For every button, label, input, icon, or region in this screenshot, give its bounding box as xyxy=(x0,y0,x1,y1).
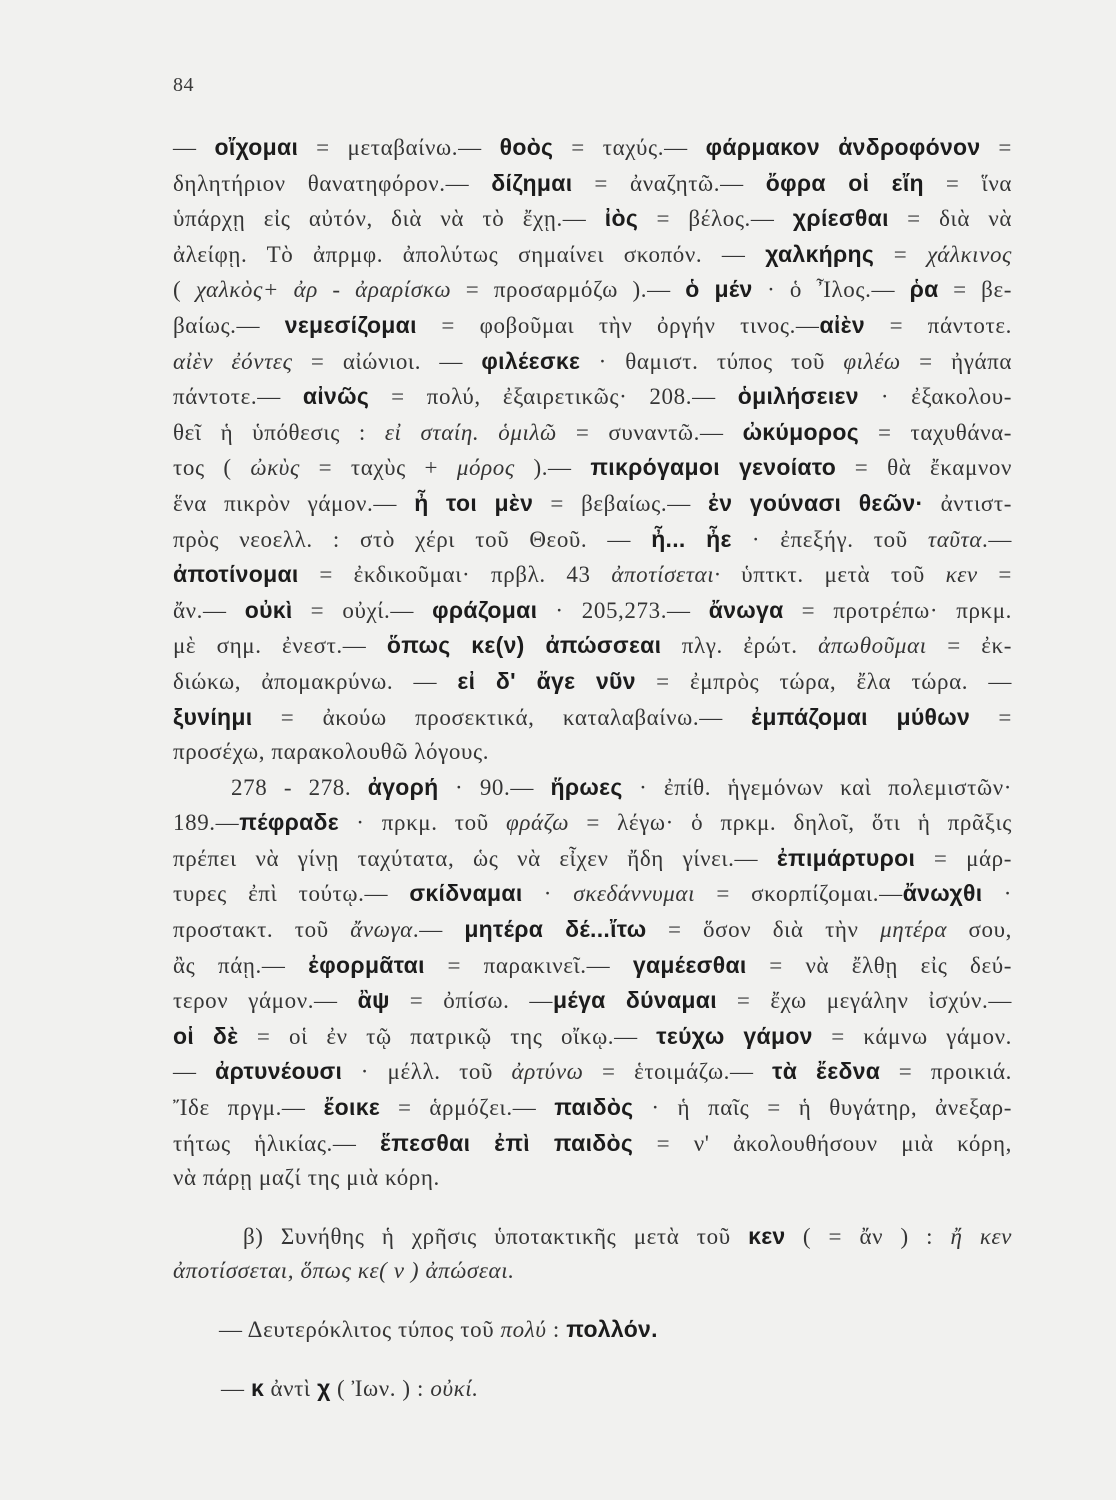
headword: κεν xyxy=(748,1222,786,1249)
text-run: ( Ἰων. ) : xyxy=(330,1375,431,1401)
text-run: ἕνα πικρὸν γάμον.— xyxy=(173,490,415,516)
text-line xyxy=(173,700,1012,736)
text-run: = βε- xyxy=(938,277,1012,303)
headword: ἀγορή xyxy=(367,773,439,800)
headword: κ xyxy=(250,1374,265,1401)
headword: ἂψ xyxy=(357,987,390,1014)
text-line xyxy=(173,805,1012,841)
text-line xyxy=(173,1219,1012,1255)
text-line xyxy=(173,522,1012,558)
text-run: ).— xyxy=(514,455,591,481)
text-run: = νὰ ἔλθῃ εἰς δεύ- xyxy=(746,952,1012,978)
text-run: = πολύ, ἐξαιρετικῶς· 208.— xyxy=(369,384,738,410)
text-run: τήτως ἡλικίας.— xyxy=(173,1130,381,1156)
text-run: .— xyxy=(982,526,1012,552)
italic-term: χαλκὸς+ ἀρ - ἀραρίσκω xyxy=(195,277,452,303)
text-run: · 90.— xyxy=(438,774,551,800)
headword: ἐπιμάρτυροι xyxy=(776,844,916,871)
text-line xyxy=(173,272,1012,308)
text-run: = κάμνω γάμον. xyxy=(812,1023,1013,1049)
text-run: = ἐμπρὸς τώρα, ἔλα τώρα. — xyxy=(635,668,1012,694)
text-run: = προικιά. xyxy=(880,1059,1012,1085)
italic-term: ἀπωθοῦμαι xyxy=(818,633,927,659)
text-run: = προτρέπω· πρκμ. xyxy=(783,597,1012,623)
text-line xyxy=(173,201,1012,237)
headword: ῥα xyxy=(909,276,939,303)
text-run: ( = ἄν ) : xyxy=(785,1223,951,1249)
italic-term: εἰ σταίη. ὁμιλῶ xyxy=(384,419,557,445)
headword: ἦ τοι μὲν xyxy=(414,489,534,516)
paragraph-verses-278 xyxy=(173,770,1012,1196)
text-run: = ἀναζητῶ.— xyxy=(572,170,766,196)
text-run: — xyxy=(173,135,215,160)
text-run: = ἵνα xyxy=(923,170,1012,196)
headword: αἰὲν xyxy=(819,311,865,338)
text-run: τος ( xyxy=(173,455,251,481)
headword: ἥρωες xyxy=(550,773,623,800)
headword: ἰὸς xyxy=(604,205,639,232)
text-line xyxy=(173,735,1012,770)
text-run: μὲ σημ. ἐνεστ.— xyxy=(173,633,387,659)
text-run: = ἁρμόζει.— xyxy=(380,1095,555,1121)
text-run: = φοβοῦμαι τὴν ὀργήν τινος.— xyxy=(416,312,820,338)
headword: μέγα δύναμαι xyxy=(553,987,717,1014)
text-run: = βέλος.— xyxy=(638,206,793,232)
headword: αἰνῶς xyxy=(302,383,370,410)
text-run: = ἔχω μεγάλην ἰσχύν.— xyxy=(716,988,1012,1014)
text-run: 189.— xyxy=(173,810,240,836)
text-run: 278 - 278. xyxy=(231,774,368,800)
text-line xyxy=(173,450,1012,486)
text-run: = θὰ ἔκαμνον xyxy=(836,455,1012,481)
italic-term: κεν xyxy=(945,562,978,588)
headword: πέφραδε xyxy=(239,809,340,836)
text-run: · θαμιστ. τύπος τοῦ xyxy=(580,348,844,374)
text-line xyxy=(173,486,1012,522)
text-run: τερον γάμον.— xyxy=(173,988,358,1014)
text-line xyxy=(173,130,1012,166)
text-run: · μέλλ. τοῦ xyxy=(342,1059,512,1085)
text-run: = προσαρμόζω ).— xyxy=(451,277,686,303)
text-run: = ἐκδικοῦμαι· πρβλ. 43 xyxy=(298,562,612,588)
text-line xyxy=(173,308,1012,344)
text-line xyxy=(173,1254,1012,1289)
text-line xyxy=(173,1054,1012,1090)
text-run: = ἑτοιμάζω.— xyxy=(583,1059,773,1085)
headword: τὰ ἔεδνα xyxy=(772,1058,881,1085)
text-line xyxy=(173,237,1012,273)
headword: χρίεσθαι xyxy=(792,205,889,232)
text-run: σου, xyxy=(947,917,1012,943)
headword: χαλκήρης xyxy=(765,240,875,267)
text-run: = σκορπίζομαι.— xyxy=(695,881,903,907)
text-run: θεῖ ἡ ὑπόθεσις : xyxy=(173,419,385,445)
headword: τεύχω γάμον xyxy=(656,1022,813,1049)
text-line xyxy=(173,1090,1012,1126)
text-run: = xyxy=(980,135,1012,160)
italic-term: χάλκινος xyxy=(927,241,1012,267)
headword: φιλέεσκε xyxy=(481,347,581,374)
italic-term: ταῦτα xyxy=(927,526,983,552)
headword: παιδὸς xyxy=(554,1094,634,1121)
headword: οἱ δὲ xyxy=(173,1022,239,1049)
text-run: ( xyxy=(173,277,196,303)
text-run: = xyxy=(970,704,1013,730)
text-line xyxy=(173,593,1012,629)
headword: ἄνωχθι xyxy=(902,880,983,907)
headword: ἔοικε xyxy=(323,1094,381,1121)
page-number: 84 xyxy=(173,74,194,96)
text-run: = συναντῶ.— xyxy=(556,419,743,445)
text-line xyxy=(173,628,1012,664)
text-run: · ἐπίθ. ἡγεμόνων καὶ πολεμιστῶν· xyxy=(622,774,1012,800)
headword: ἐν γούνασι θεῶν· xyxy=(707,489,924,516)
text-run: πάντοτε.— xyxy=(173,384,303,410)
text-run: = αἰώνιοι. — xyxy=(292,348,482,374)
headword: δίζημαι xyxy=(491,169,573,196)
text-line xyxy=(173,948,1012,984)
italic-term: αἰὲν ἐόντες xyxy=(173,348,293,374)
italic-term: σκεδάννυμαι xyxy=(573,881,696,907)
text-run: — xyxy=(173,1059,216,1085)
text-run: β) Συνήθης ἡ χρῆσις ὑποτακτικῆς μετὰ τοῦ xyxy=(243,1223,749,1249)
text-run: = πάντοτε. xyxy=(864,312,1012,338)
headword: ἐμπάζομαι μύθων xyxy=(751,703,971,730)
text-line xyxy=(173,166,1012,202)
text-run: · ὁ Ἶλος.— xyxy=(752,277,910,303)
text-line xyxy=(173,557,1012,593)
text-run: — xyxy=(221,1375,251,1401)
text-run: δηλητήριον θανατηφόρον.— xyxy=(173,170,492,196)
text-line xyxy=(221,1371,1012,1407)
text-run: .— xyxy=(412,917,465,943)
text-run: · xyxy=(982,881,1012,907)
italic-term: οὐκί. xyxy=(430,1375,479,1401)
italic-term: μόρος xyxy=(456,455,515,481)
text-run: = xyxy=(977,562,1012,588)
italic-term: ἀρτύνω xyxy=(511,1059,584,1085)
headword: ὄφρα οἱ εἴη xyxy=(765,169,924,196)
text-run: νὰ πάρῃ μαζί της μιὰ κόρη. xyxy=(173,1165,440,1191)
text-run: βαίως.— xyxy=(173,312,285,338)
headword: μητέρα δέ...ἴτω xyxy=(464,916,647,943)
text-run: = ἀκούω προσεκτικά, καταλαβαίνω.— xyxy=(252,704,752,730)
italic-term: πολύ xyxy=(500,1317,547,1342)
text-line xyxy=(173,876,1012,912)
text-run: · ἡ παῖς = ἡ θυγάτηρ, ἀνεξαρ- xyxy=(633,1095,1012,1121)
text-run: = ἐκ- xyxy=(926,633,1012,659)
text-run: = παρακινεῖ.— xyxy=(424,952,633,978)
headword: εἰ δ' ἄγε νῦν xyxy=(457,667,636,694)
headword: οἴχομαι xyxy=(214,134,299,160)
text-run: = xyxy=(874,241,928,267)
headword: ἀποτίνομαι xyxy=(173,561,299,588)
headword: ἄνωγα xyxy=(708,596,784,623)
headword: ὠκύμορος xyxy=(742,418,859,445)
text-run: · xyxy=(522,881,574,907)
paragraph-note-ionic xyxy=(173,1371,1012,1407)
text-run: προσέχω, παρακολουθῶ λόγους. xyxy=(173,739,490,765)
text-run: = διὰ νὰ xyxy=(888,206,1012,232)
text-run: ἂς πάῃ.— xyxy=(173,952,309,978)
text-line xyxy=(173,1161,1012,1196)
text-run: ἀντὶ xyxy=(264,1375,318,1401)
text-run: · 205,273.— xyxy=(537,597,709,623)
text-run: διώκω, ἀπομακρύνω. — xyxy=(173,668,458,694)
text-run: τυρες ἐπὶ τούτῳ.— xyxy=(173,881,410,907)
text-run: · ἐπεξήγ. τοῦ xyxy=(731,526,928,552)
text-run: ἄν.— xyxy=(173,597,245,623)
text-line xyxy=(173,912,1012,948)
headword: ἐφορμᾶται xyxy=(308,951,425,978)
text-run: = οἱ ἐν τῷ πατρικῷ της οἴκῳ.— xyxy=(238,1023,657,1049)
text-run: · πρκμ. τοῦ xyxy=(339,810,506,836)
text-run: = μάρ- xyxy=(915,845,1012,871)
italic-term: ἄνωγα xyxy=(350,917,413,943)
text-line xyxy=(173,379,1012,415)
text-run: : xyxy=(546,1317,567,1342)
text-run: = ἠγάπα xyxy=(900,348,1012,374)
text-run: = ταχὺς + xyxy=(299,455,457,481)
italic-term: φράζω xyxy=(506,810,570,836)
italic-term: ἀποτίσσεται, ὅπως κε( ν ) ἀπώσεαι. xyxy=(173,1258,515,1284)
headword: θοὸς xyxy=(499,134,554,160)
paragraph-note-beta xyxy=(173,1219,1012,1289)
text-run: ὑπάρχῃ εἰς αὐτόν, διὰ νὰ τὸ ἔχῃ.— xyxy=(173,206,605,232)
text-line xyxy=(173,1126,1012,1162)
commentary-text xyxy=(173,130,1012,1406)
text-run: = ταχύς.— xyxy=(553,135,706,160)
headword: γαμέεσθαι xyxy=(632,951,747,978)
text-line xyxy=(173,344,1012,380)
text-run: = ὅσον διὰ τὴν xyxy=(646,917,881,943)
headword: πολλόν. xyxy=(566,1316,658,1342)
text-run: ἀλείφῃ. Τὸ ἀπρμφ. ἀπολύτως σημαίνει σκοπόν. — xyxy=(173,241,766,267)
italic-term: μητέρα xyxy=(880,917,948,943)
headword: φάρμακον ἀνδροφόνον xyxy=(705,134,981,160)
text-line xyxy=(173,664,1012,700)
text-run: · ἐξακολου- xyxy=(858,384,1012,410)
italic-term: φιλέω xyxy=(843,348,901,374)
italic-term: ἤ κεν xyxy=(950,1223,1012,1249)
headword: φράζομαι xyxy=(432,596,538,623)
text-run: ἀντιστ- xyxy=(923,490,1012,516)
text-run: = λέγω· ὁ πρκμ. δηλοῖ, ὅτι ἡ πρᾶξις xyxy=(569,810,1012,836)
headword: ὁ μέν xyxy=(685,276,753,303)
headword: ξυνίημι xyxy=(173,703,253,730)
headword: ἕπεσθαι ἐπὶ παιδὸς xyxy=(380,1129,634,1156)
italic-term: ἀποτίσεται· xyxy=(611,562,721,588)
text-line xyxy=(173,415,1012,451)
headword: πικρόγαμοι γενοίατο xyxy=(590,454,837,481)
italic-term: ὠκὺς xyxy=(250,455,300,481)
headword: ὁμιλήσειεν xyxy=(737,383,859,410)
headword: ἦ... ἦε xyxy=(651,525,732,552)
text-line xyxy=(173,1019,1012,1055)
text-run: Ἴδε πργμ.— xyxy=(173,1095,324,1121)
text-run: = ὀπίσω. — xyxy=(389,988,554,1014)
text-run: προστακτ. τοῦ xyxy=(173,917,351,943)
text-line xyxy=(173,770,1012,806)
headword: νεμεσίζομαι xyxy=(284,311,417,338)
text-run: πρὸς νεοελλ. : στὸ χέρι τοῦ Θεοῦ. — xyxy=(173,526,652,552)
text-run: — Δευτερόκλιτος τύπος τοῦ xyxy=(219,1317,501,1342)
text-run: πλγ. ἐρώτ. xyxy=(661,633,819,659)
text-run: = ν' ἀκολουθήσουν μιὰ κόρη, xyxy=(633,1130,1012,1156)
text-line xyxy=(173,983,1012,1019)
text-run: = μεταβαίνω.— xyxy=(298,135,500,160)
text-line xyxy=(173,841,1012,877)
text-run: = βεβαίως.— xyxy=(533,490,708,516)
text-run: = οὐχί.— xyxy=(292,597,433,623)
headword: ὅπως κε(ν) ἀπώσσεαι xyxy=(386,632,662,659)
paragraph-note-pollon xyxy=(173,1312,1012,1348)
paragraph-glossary-notes xyxy=(173,130,1012,770)
headword: σκίδναμαι xyxy=(409,880,523,907)
text-run: πρέπει νὰ γίνῃ ταχύτατα, ὡς νὰ εἶχεν ἤδη γίνει.— xyxy=(173,845,777,871)
headword: ἀρτυνέουσι xyxy=(215,1058,343,1085)
text-run: = ταχυθάνα- xyxy=(858,419,1012,445)
headword: οὐκὶ xyxy=(244,596,293,623)
headword: χ xyxy=(317,1374,331,1401)
text-run: ὑπτκτ. μετὰ τοῦ xyxy=(720,562,946,588)
text-line xyxy=(219,1312,1012,1348)
